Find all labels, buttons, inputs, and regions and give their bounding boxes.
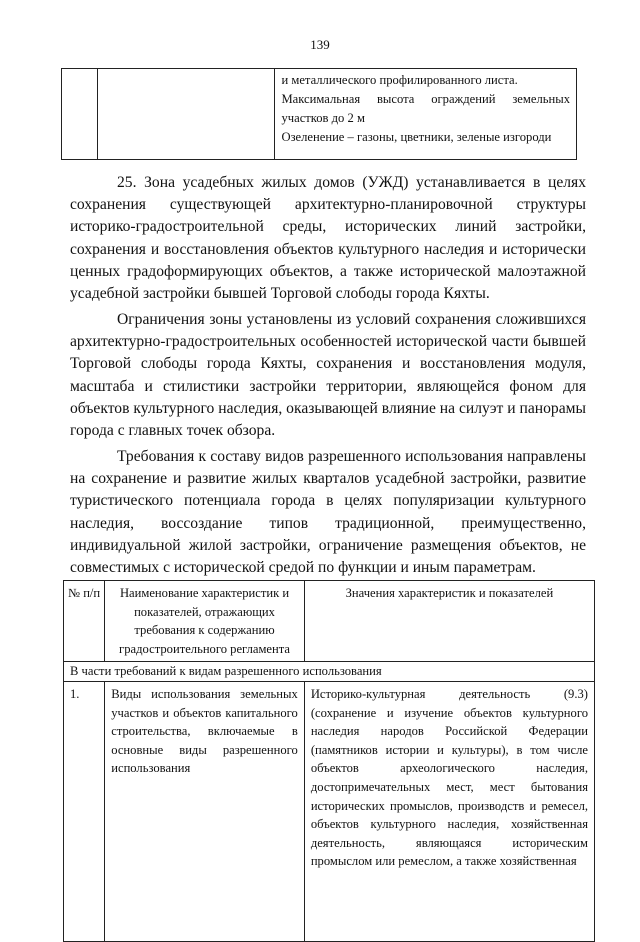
restrictions-text: Ограничения зоны установлены из условий сохранения сложившихся архитектурно-градостроительных особенностей исторической части бывшей Торговой слободы города Кяхты, сохранения и восстановления модуля, масштаба и стилистики застройки территории, являющейся фоном для объектов культурного наследия, оказывающей влияние на силуэт и панорамы города с главных точек обзора. (70, 311, 586, 440)
greenery-line: Озеленение – газоны, цветники, зеленые изгороди (281, 130, 552, 144)
requirements-paragraph (70, 446, 586, 579)
table-row (62, 69, 577, 160)
table-header-row (64, 581, 595, 662)
row-value: Историко-культурная деятельность (9.3) (сохранение и изучение объектов культурного наследия народов Российской Федерации (памятников истории и культуры), в том числе объектов археологического наследия, достопримечательных мест, мест бытования исторических промыслов, производств и ремесел, объектов культурного наследия, хозяйственная деятельность, являющаяся историческим промыслом или ремеслом, а также хозяйственная (304, 681, 594, 941)
header-name: Наименование характеристик и показателей, отражающих требования к содержанию градостроительного регламента (105, 581, 305, 662)
material-line: и металлического профилированного листа. (281, 73, 518, 87)
section-title: В части требований к видам разрешенного использования (64, 662, 595, 682)
table-section-row (64, 662, 595, 682)
header-number: № п/п (64, 581, 105, 662)
table-row (64, 681, 595, 941)
requirements-text: Требования к составу видов разрешенного использования направлены на сохранение и развитие жилых кварталов усадебной застройки, развитие туристического потенциала города в целях популяризации культурного наследия, воссоздание типов традиционной, преимущественно, индивидуальной жилой застройки, ограничение размещения объектов, не совместимых с исторической средой по функции и иным параметрам. (70, 448, 586, 577)
row-name: Виды использования земельных участков и объектов капитального строительства, включаемые в основные виды разрешенного использования (105, 681, 305, 941)
restrictions-paragraph (70, 309, 586, 442)
regulation-table (63, 580, 595, 942)
table-cell-number (62, 69, 98, 160)
continuation-table (61, 68, 577, 160)
zone-25-text: 25. Зона усадебных жилых домов (УЖД) устанавливается в целях сохранения существующей архитектурно-планировочной структуры историко-градостроительной среды, исторических линий застройки, сохранения и восстановления объектов культурного наследия и исторически ценных градоформирующих объектов, а также исторической малоэтажной усадебной застройки бывшей Торговой слободы города Кяхты. (70, 174, 586, 303)
header-value: Значения характеристик и показателей (304, 581, 594, 662)
table-cell-name (97, 69, 275, 160)
page-number: 139 (310, 37, 330, 52)
fence-height-line: Максимальная высота ограждений земельных участков до 2 м (281, 92, 570, 125)
zone-25-paragraph (70, 172, 586, 305)
table-cell-value (275, 69, 577, 160)
row-number: 1. (64, 681, 105, 941)
